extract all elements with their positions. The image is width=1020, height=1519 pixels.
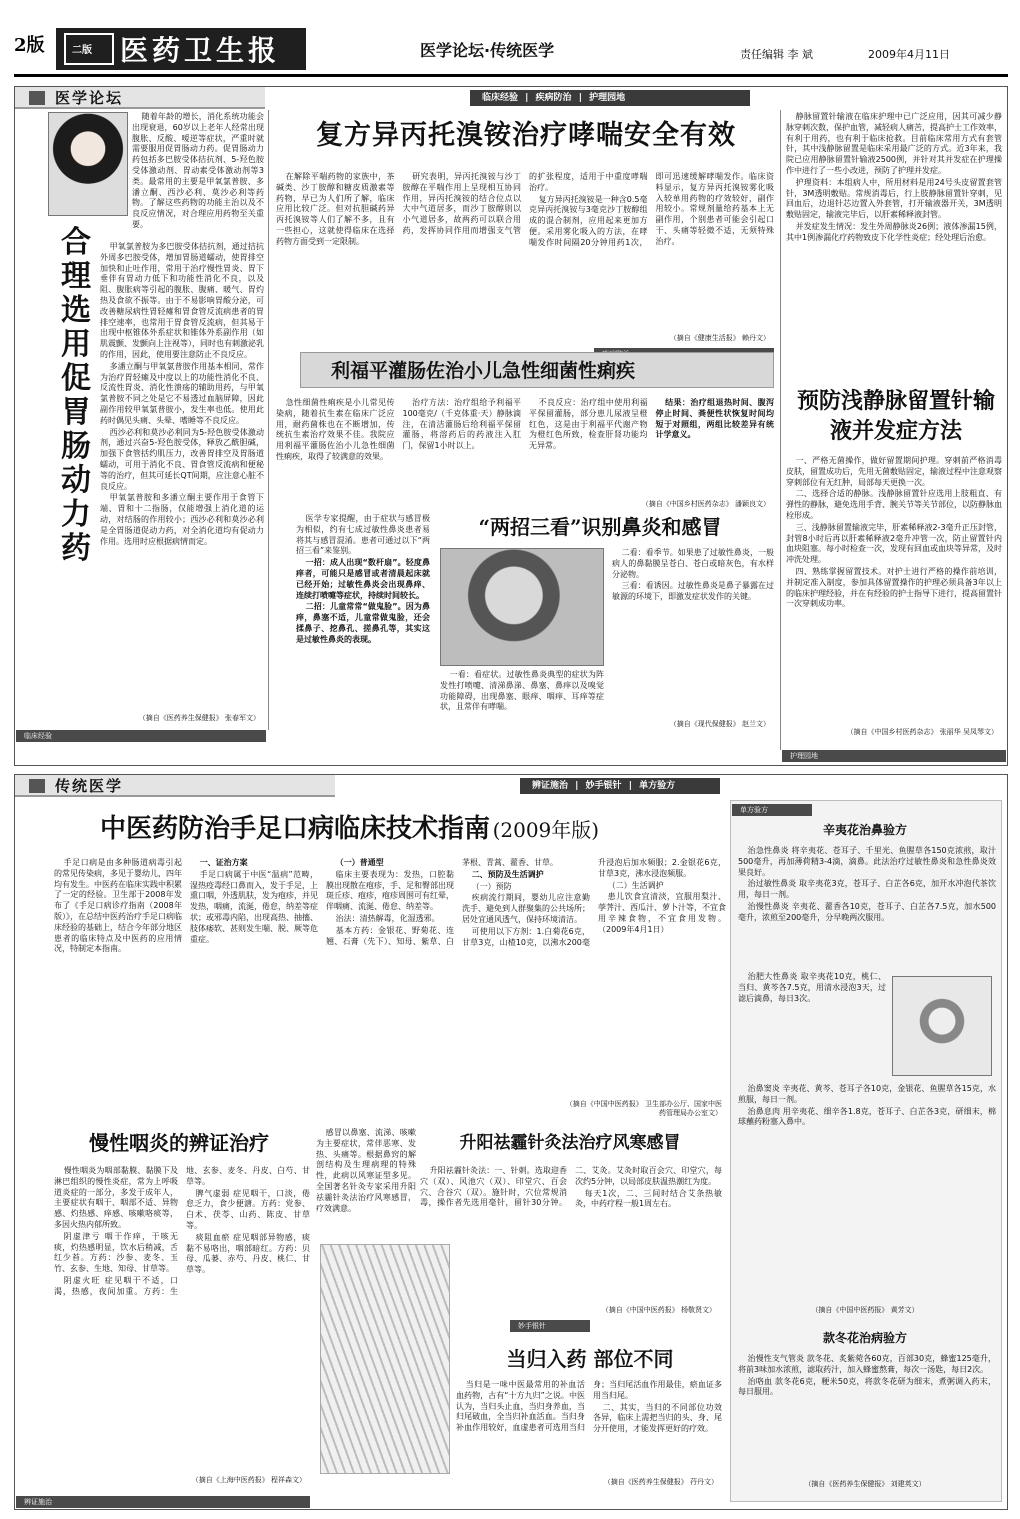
sinusitis-title: 辛夷花治鼻验方 bbox=[822, 823, 907, 837]
bottom-footer-mid: 妙手银针 bbox=[510, 1320, 590, 1332]
magnolia-flower-photo bbox=[892, 976, 992, 1076]
paper-name: 医药卫生报 bbox=[120, 34, 281, 67]
danggui-source: （摘自《医药养生保健报》 荇丹文） bbox=[603, 1478, 718, 1486]
enteritis-title: 利福平灌肠佐治小儿急性细菌性痢疾 bbox=[331, 360, 636, 382]
asthma-source: （摘自《健康生活报》 赖丹文） bbox=[669, 334, 770, 342]
coltsfoot-source: （摘自《医药养生保健报》 刘建英文） bbox=[804, 1480, 926, 1488]
iv-body-top: 静脉留置针输液在临床护理中已广泛应用，因其可减少静脉穿刺次数，保护血管，减轻病人痛苦，提高护士工作效率，有利于用药，也有利于临床抢救。目前临床常用方式有套管针，其中浅静脉留置是临床采用最广泛的方式。近3年来，我院已应用静脉留置针输液2500例，并针对其并发症在护理操作中进行了一些小改进，预防了护理并发症。 护理资料：本组病人中，所用材料是用24号头皮留置套管针，3M透明敷贴。常规消毒后，行上肢静脉留置针穿刺，见回血后，边退针芯边置入外套管，打开输液器开关，3M透明敷贴固定，输液完毕后，以肝素稀释液封管。 并发症发生情况：发生外周静脉炎26例；液体渗漏15例，其中1例渗漏化疗药物致皮下化学性炎症；经处理后治愈。 bbox=[786, 112, 1002, 242]
danggui-body: 当归是一味中医最常用的补血活血药物，古有“十方九归”之说。中医认为，当归头止血，当归身养血，当归尾破血，全当归补血活血。当归身补血作用较好，血虚患者可选用当归身；当归尾活血作用最佳，瘀血证多用当归尾。 二、其实，当归的不同部位功效各异，临床上需把当归的头、身、尾分开使用，才能发挥更好的疗效。 bbox=[456, 1380, 722, 1434]
prokinetic-source: （摘自《医药养生保健报》 张春军文） bbox=[138, 714, 260, 722]
paper-logo bbox=[56, 28, 306, 70]
prokinetic-title: 合理选用促胃肠动力药 bbox=[61, 226, 91, 566]
enteritis-body: 急性细菌性痢疾是小儿常见传染病，随着抗生素在临床广泛应用，耐药菌株也在不断增加，传统抗生素治疗效果不佳。我院应用利福平灌肠佐治小儿急性细菌性痢疾，取得了较满意的效果。 治疗方法：治疗组给予利福平100毫克/（千克体重·天）静脉滴注，在清洁灌肠后给利福平保留灌肠，将溶药后的药液注入肛门，保留1小时以上。 不良反应：治疗组中使用利福平保留灌肠，部分患儿尿液呈橙红色，这是由于利福平代谢产物为橙红色所致，检查肝肾功能均无异常。 结果：治疗组退热时间、腹泻停止时间、粪便性状恢复时间均短于对照组，两组比较差异有统计学意义。 bbox=[276, 398, 774, 461]
acupuncture-intro: 感冒以鼻塞、流涕、咳嗽为主要症状，常伴恶寒、发热、头痛等。根据鼻窍的解剖结构及生理病理的特殊性，此病以风寒证型多见。全国著名针灸专家采用升阳祛霾针灸法治疗风寒感冒，疗效满意。 bbox=[316, 1128, 416, 1213]
top-section-tags: 临床经验 | 疾病防治 | 护理园地 bbox=[470, 90, 750, 106]
danggui-title: 当归入药 部位不同 bbox=[506, 1347, 674, 1371]
column-divider-right bbox=[780, 110, 781, 750]
sinusitis-body-mid: 治肥大性鼻炎 取辛夷花10克，桃仁、当归、黄芩各7.5克，用清水浸泡3天，过滤后滴鼻，每日3次。 bbox=[738, 972, 886, 1003]
acupuncture-title: 升阳祛霾针灸法治疗风寒感冒 bbox=[459, 1133, 681, 1153]
hfmd-title-suffix: (2009年版) bbox=[492, 818, 600, 842]
sneezing-man-photo bbox=[440, 548, 604, 666]
prokinetic-intro: 随着年龄的增长，消化系统功能会出现衰退，60岁以上老年人经常出现腹胀、反酸、嗳逆等症状，严重时就需要服用促胃肠动力药。促胃肠动力药包括多巴胺受体拮抗剂、5-羟色胺受体激动剂、胃动素受体激动剂等3类。最常用的主要是甲氧氯普胺、多潘立酮、西沙必利、莫沙必利等药物。了解这些药物的功能主治以及不良反应情况，对合理应用药物至关重要。 bbox=[132, 112, 264, 229]
girl-photo bbox=[48, 112, 128, 216]
top-footer-left: 临床经验 bbox=[16, 730, 266, 742]
pharyngitis-source: （摘自《上海中医药报》 程祥森文） bbox=[191, 1476, 306, 1484]
section-marker-icon bbox=[29, 779, 45, 793]
sinusitis-body-top: 治急性鼻炎 将辛夷花、苍耳子、千里光、鱼腥草各150克浓煎，取汁500毫升，再加薄荷精3-4滴，滴鼻。此法治疗过敏性鼻炎和急性鼻炎效果良好。 治过敏性鼻炎 取辛夷花3克，苍耳子、白芷各6克，加开水冲泡代茶饮用，每日一剂。 治慢性鼻炎 辛夷花、藿香各10克，苍耳子、白芷各7.5克，加水500毫升，浓煎至200毫升，分早晚两次服用。 bbox=[738, 846, 996, 922]
logo-emblem: 二版 bbox=[64, 33, 114, 65]
bottom-section-header: 传统医学 bbox=[15, 775, 335, 797]
angelica-herb-illustration bbox=[320, 1244, 450, 1474]
top-footer-right: 护理园地 bbox=[782, 750, 1006, 762]
coltsfoot-body: 治慢性支气管炎 款冬花、炙紫菀各60克，百部30克，蜂蜜125毫升，将前3味加水浓煎，滤取药汁，加入蜂蜜熬膏，每次一汤匙，每日2次。 治咯血 款冬花6克，粳米50克，将款冬花研为细末，煮粥调入药末，每日服用。 bbox=[738, 1354, 996, 1397]
issue-label: 2版 bbox=[14, 35, 45, 56]
nose-body-right: 二看：看季节。如果患了过敏性鼻炎，一般病人的鼻黏膜呈苍白、苍白或暗灰色，有水样分泌物。 三看：看诱因。过敏性鼻炎是鼻子暴露在过敏源的环境下，即激发症状发作的关键。 bbox=[612, 548, 774, 602]
nose-body-mid: 一看：看症状。过敏性鼻炎典型的症状为阵发性打喷嚏、清涕鼻涕、鼻塞、鼻痒以及嗅觉功能障碍，出现鼻塞、眼痒、咽痒、耳痒等症状，且常伴有哮喘。 bbox=[440, 670, 604, 712]
prokinetic-body: 甲氧氯普胺为多巴胺受体拮抗剂，通过拮抗外周多巴胺受体，增加胃肠道蠕动，使胃排空加快和止吐作用，常用于治疗慢性胃炎、胃下垂伴有胃动力低下和功能性消化不良，以及阻、腹胀病等引起的腹胀、腹痛、暖气、胃灼热及食欲不振等。由于不易影响胃酸分泌，可改善糖尿病性胃轻瘫和胃食管反流病患者的胃排空速率，也常用于胃食管反流病，但其易于出现中枢锥体外系症状和锥体外系副作用（如肌震颤、发颤向上注视等），同时也有刺激泌乳的作用，因此，使用要注意防止不良反应。 多潘立酮与甲氧氯普胺作用基本相同，常作为治疗胃轻瘫及中度以上的功能性消化不良、反流性胃炎、消化性溃疡的辅助用药，与甲氧氯普胺不同之处是它不易透过血脑屏障，因此副作用较甲氧氯普胺小，发生率也低。使用此药时偶见头痛、头晕、嗜睡等不良反应。 西沙必利和莫沙必利同为5-羟色胺受体激动剂，通过兴奋5-羟色胺受体，释放乙酰胆碱，加强下食管括约肌压力，改善胃排空及胃肠道蠕动，可用于消化不良、胃食管反流病和便秘等的治疗，但其可延长QT间期，应注意心脏不良反应。 甲氧氯普胺和多潘立酮主要作用于食管下端、胃和十二指肠，仅能增强上消化道的运动，对结肠的作用较小；西沙必利和莫沙必利是全胃肠道促动力药，对全消化道均有促动力作用。选用时应根据病情而定。 bbox=[100, 242, 264, 546]
hfmd-body: 手足口病是由多种肠道病毒引起的常见传染病，多见于婴幼儿，四年均有发生。中医药在临床实践中积累了一定的经验。卫生部于2008年发布了《手足口病诊疗指南（2008年版）》，在总结中医药治疗手足口病临床经验的基础上，结合今年部分地区患者的临床特点及中医药的应用情况，特制定本指南。 一、证治方案 手足口病属于中医“温病”范畴，湿热疫毒经口鼻而入，发于手足，上熏口咽，外透肌肤，发为疱疹，并见发热，咽痛，流涎，倦怠，纳差等症状；或邪毒内陷，出现高热、抽搐、肢体痿软、甚则发生喘、脱、厥等危重症。 （一）普通型 临床主要表现为：发热，口腔黏膜出现散在疱疹，手、足和臀部出现斑丘疹、疱疹，疱疹周围可有红晕，伴咽痛、流涎、倦怠、纳差等。 治法：清热解毒，化湿透邪。 基本方药：金银花、野菊花、连翘、石膏（先下）、知母、紫草、白茅根、青蒿、藿香、甘草。 二、预防及生活调护 （一）预防 疾病流行期间，婴幼儿应注意勤洗手、避免到人群聚集的公共场所；居处宜通风透气，保持环境清洁。 可使用以下方剂：1.白菊花6克，甘草3克，山楂10克，以沸水200毫升浸泡后加水频服；2.金银花6克，甘草3克，沸水浸泡频服。 （二）生活调护 患儿饮食宜清淡，宜服用梨汁、荸荠汁、西瓜汁、萝卜汁等，不宜食用辛辣食物，不宜食用发物。（2009年4月1日） bbox=[54, 858, 726, 954]
section-marker-icon bbox=[29, 91, 45, 105]
pharyngitis-body: 慢性咽炎为咽部黏膜、黏膜下及淋巴组织的慢性炎症，常为上呼吸道炎症的一部分，多发于成年人，主要症状有咽干、咽部不适、异物感、灼热感、痒感、咳嗽咯痰等，多因火热内郁所致。 阴虚津亏 咽干作痒，干咳无痰，灼热感明显，饮水后稍减，舌红少苔。方药：沙参、麦冬、玉竹、玄参、生地、知母、甘草等。 阴虚火旺 症见咽干不适，口渴，热感，夜间加重。方药：生地、玄参、麦冬、丹皮、白芍、甘草等。 脾气虚弱 症见咽干，口淡，倦怠乏力，食少便溏。方药：党参、白术、茯苓、山药、陈皮、甘草等。 痰阻血瘀 症见咽部异物感，痰黏不易咯出，咽部暗红。方药：贝母、瓜蒌、赤芍、丹皮、桃仁、甘草等。 bbox=[54, 1166, 310, 1296]
sinusitis-source: （摘自《中国中医药报》 黄芳文） bbox=[811, 1306, 919, 1314]
nose-title: “两招三看”识别鼻炎和感冒 bbox=[478, 515, 722, 539]
coltsfoot-title: 款冬花治病验方 bbox=[822, 1331, 907, 1345]
hfmd-source: （摘自《中国中医药报》 卫生部办公厅、国家中医药管理局办公室文） bbox=[565, 1100, 722, 1118]
bottom-section-tags: 辨证施治 | 妙手银针 | 单方验方 bbox=[520, 778, 720, 794]
pharyngitis-title: 慢性咽炎的辨证治疗 bbox=[89, 1131, 269, 1155]
acupuncture-body: 升阳祛霾针灸法：一、针刺。选取迎香穴（双）、风池穴（双）、印堂穴、百会穴、合谷穴（双）。施针时，穴位常规消毒，操作者先选用毫针，留针30分钟。二、艾灸。艾灸时取百会穴、印堂穴，每次约5分钟，以局部皮肤温热潮红为度。 每天1次，二、三间时结合艾条热敏灸，中药疗程一般1周左右。 bbox=[420, 1166, 722, 1209]
nose-source: （摘自《现代保健报》 赵兰文） bbox=[669, 720, 770, 728]
acupuncture-source: （摘自《中国中医药报》 杨敬贤文） bbox=[601, 1306, 716, 1314]
column-divider bbox=[268, 110, 269, 730]
iv-body: 一、严格无菌操作，做好留置期间护理。穿刺前严格消毒皮肤，留置成功后，先用无菌敷贴固定，输液过程中注意观察穿刺部位有无红肿，局部每天更换一次。 二、选择合适的静脉。浅静脉留置针应选用上肢粗直、有弹性的静脉，避免选用手背、腕关节等关节部位，以防静脉血栓形成。 三、浅静脉留置输液完毕，肝素稀释液2-3毫升正压封管，封管8小时后再以肝素稀释液2毫升冲管一次，防止留置针内血块阻塞。每小时检查一次，发现有回血或血块等异常，及时冲洗处理。 四、熟练掌握留置技术。对护士进行严格的操作前培训，并制定准入制度，参加具体留置操作的护理必须具备3年以上的临床护理经验，并在有经验的护士指导下进行，提高留置针一次穿刺成功率。 bbox=[786, 456, 1002, 609]
issue-date: 2009年4月11日 bbox=[868, 48, 950, 61]
asthma-body: 在解除平喘药物的家族中，茶碱类、沙丁胺醇和糖皮质激素等药物，早已为人们所了解，临床应用比较广泛。但对抗胆碱药异丙托溴铵等人们了解不多，且有一些担心，这就使得临床在选择药物方面受到一定限制。 研究表明，异丙托溴铵与沙丁胺醇在平喘作用上呈现相互协同作用，异丙托溴铵的结合位点以大中气道居多，而沙丁胺醇则以小气道居多，故两药可以联合用药，发挥协同作用而增强支气管的扩张程度，适用于中重度哮喘治疗。 复方异丙托溴铵是一种含0.5毫克异丙托溴铵与3毫克沙丁胺醇组成的混合制剂，应用起来更加方便。采用雾化吸入的方法，在哮喘发作时间隔20分钟用药1次，即可迅速缓解哮喘发作。临床资料显示，复方异丙托溴铵雾化吸入较单用药物的疗效较好，副作用较小。常规剂量给药基本上无副作用，个别患者可能会引起口干、头痛等轻微不适，无须特殊治疗。 bbox=[276, 172, 774, 247]
asthma-title: 复方异丙托溴铵治疗哮喘安全有效 bbox=[316, 120, 736, 151]
bottom-footer-left: 辨证施治 bbox=[16, 1496, 310, 1508]
sinusitis-body-bottom: 治鼻窦炎 辛夷花、黄芩、苍耳子各10克，金银花、鱼腥草各15克，水煎服，每日一剂。 治鼻息肉 用辛夷花、细辛各1.8克，苍耳子、白芷各3克，研细末，棉球蘸药粉塞入鼻中。 bbox=[738, 1084, 996, 1127]
enteritis-source: （摘自《中国乡村医药杂志》 潘颖良文） bbox=[641, 500, 770, 508]
masthead-rule bbox=[14, 74, 1008, 77]
hfmd-heading bbox=[100, 812, 720, 852]
enteritis-banner bbox=[300, 352, 774, 388]
iv-title: 预防浅静脉留置针输液并发症方法 bbox=[796, 388, 995, 444]
hfmd-title: 中医药防治手足口病临床技术指南 bbox=[100, 814, 491, 844]
editor-credit: 责任编辑 李 斌 bbox=[740, 48, 813, 61]
column-title: 医学论坛·传统医学 bbox=[420, 41, 555, 60]
iv-source: （摘自《中国乡村医药杂志》 张丽华 吴凤琴文） bbox=[846, 728, 998, 736]
nose-intro: 医学专家提醒，由于症状与感冒极为相似，约有七成过敏性鼻炎患者易将其与感冒混淆。患者可通过以下“两招三看”来鉴别。 一招：成人出现“数杆扇”。轻度鼻痒者，可能只是感冒或者清晨起床就已经开始；过敏性鼻炎会出现鼻痒、连续打喷嚏等症状，持续时间较长。 二招：儿童常常“做鬼脸”。因为鼻痒，鼻塞不适，儿童常做鬼脸，还会揉鼻子、挖鼻孔、搓鼻孔等，其实这是过敏性鼻炎的表现。 bbox=[296, 514, 430, 644]
top-section-header: 医学论坛 bbox=[15, 87, 265, 109]
sidebar-label: 单方验方 bbox=[732, 804, 812, 816]
